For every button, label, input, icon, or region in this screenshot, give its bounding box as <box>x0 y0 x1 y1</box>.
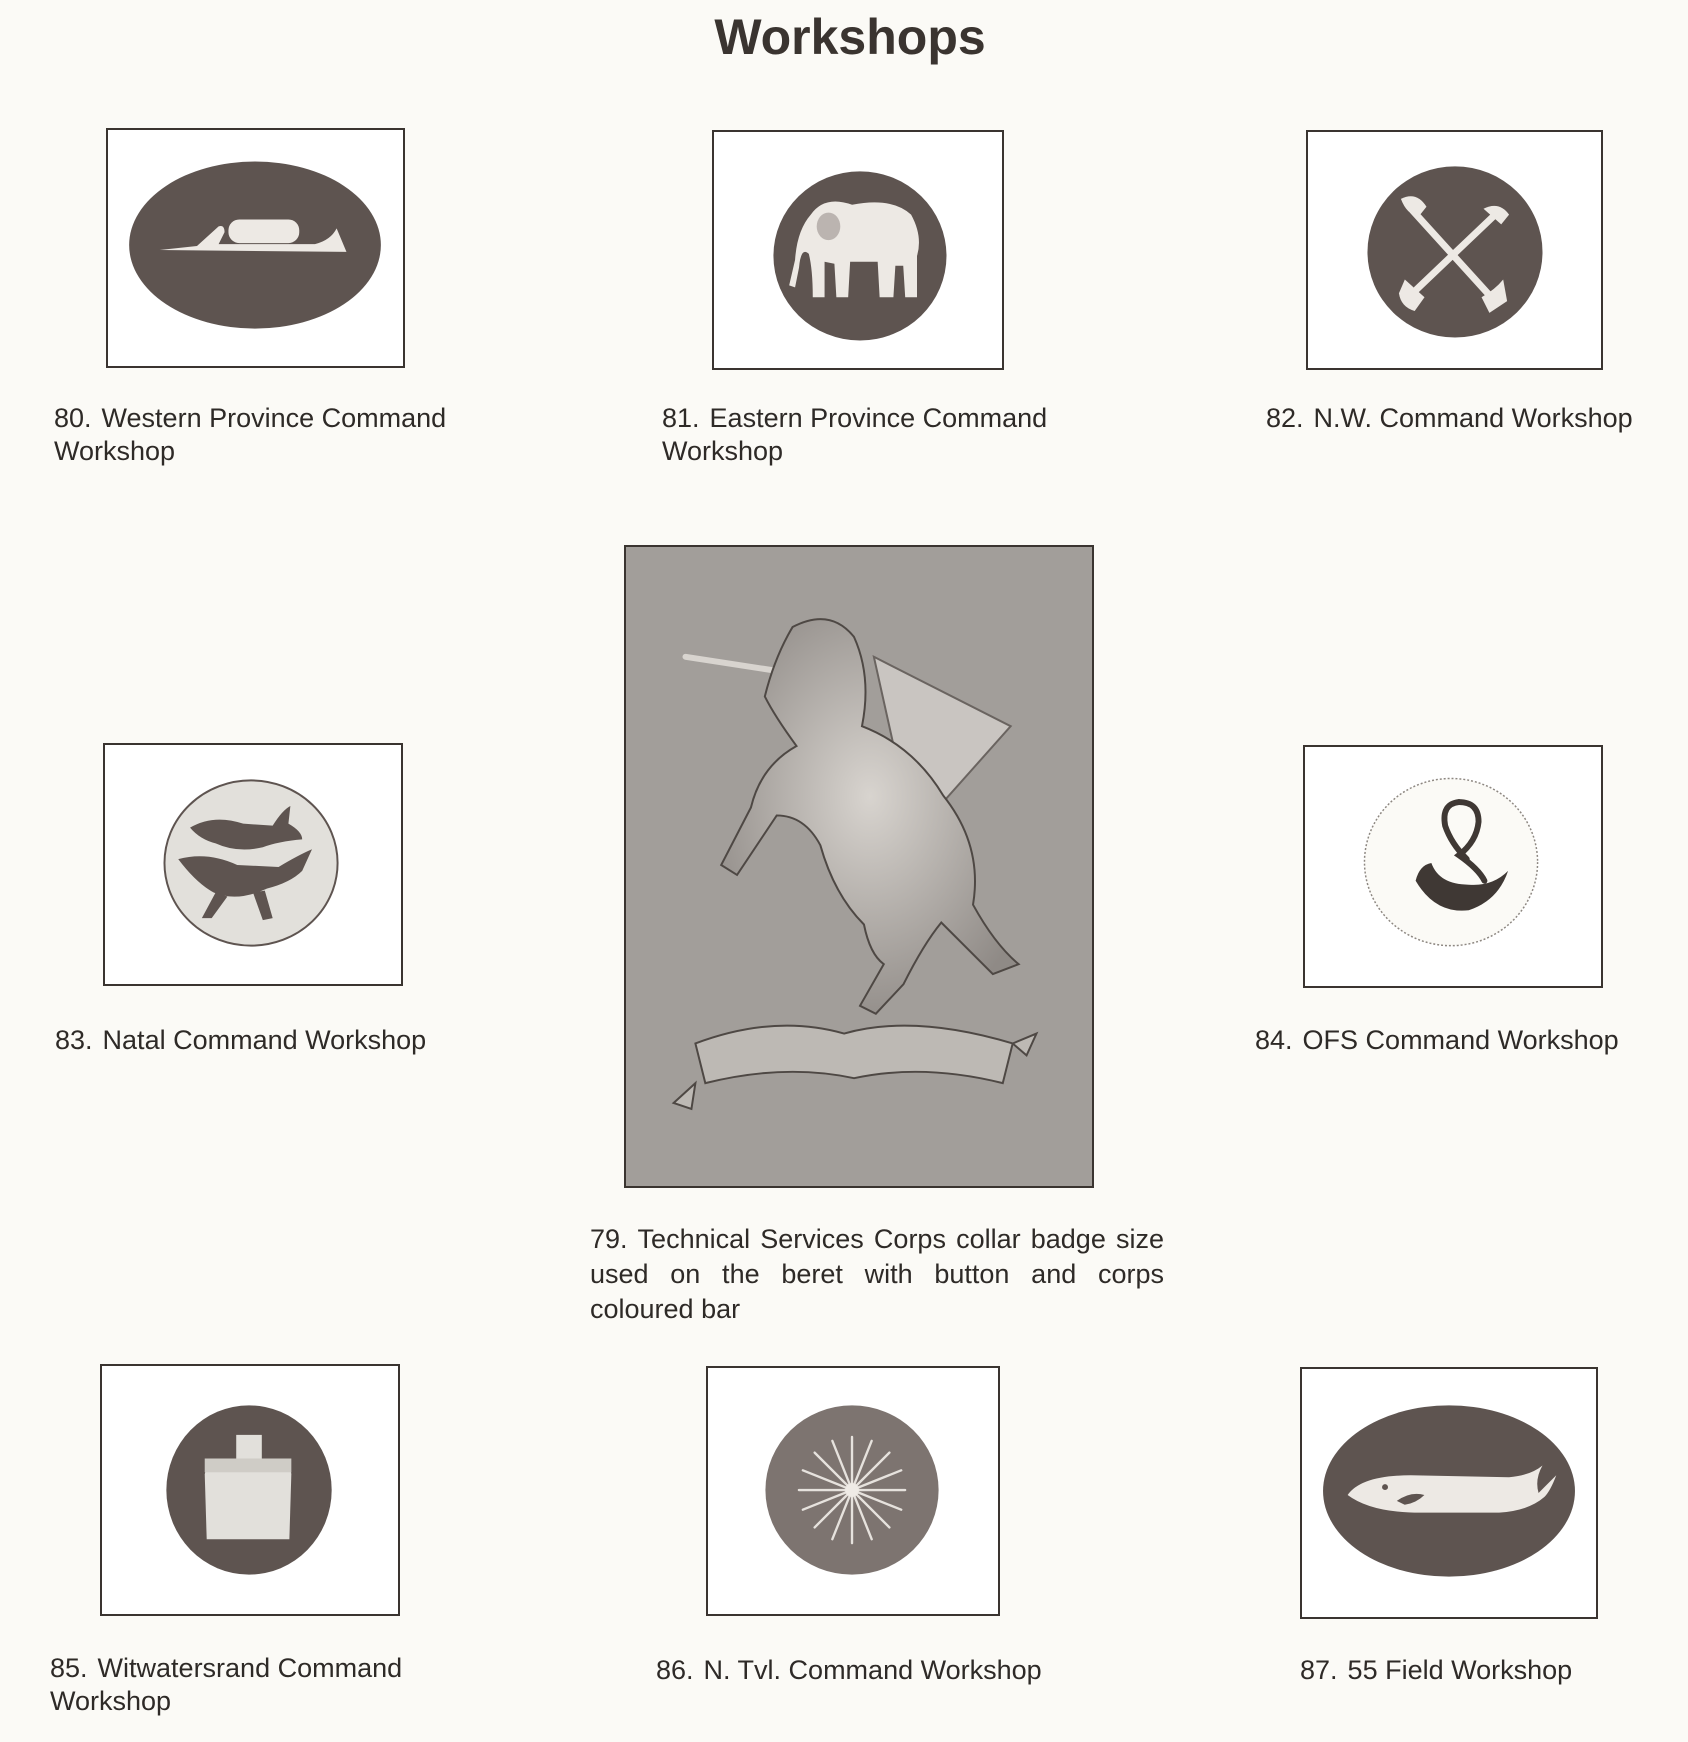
badge-85-frame <box>100 1364 400 1616</box>
badge-82-frame <box>1306 130 1603 370</box>
badge-81-frame <box>712 130 1004 370</box>
rearing-unicorn-icon <box>626 547 1092 1186</box>
badge-83-caption: 83. Natal Command Workshop <box>55 1025 427 1055</box>
badge-79-caption: 79. Technical Services Corps collar badge size used on the beret with button and corps coloured bar <box>590 1224 1164 1324</box>
badge-80-caption: 80. Western Province Command Workshop <box>54 403 447 466</box>
whale-icon <box>1302 1369 1596 1617</box>
badge-85-caption: 85. Witwatersrand Command Workshop <box>50 1653 403 1716</box>
badge-84-caption: 84. OFS Command Workshop <box>1255 1025 1619 1055</box>
badge-87-caption: 87. 55 Field Workshop <box>1300 1655 1573 1685</box>
badge-79-photo <box>624 545 1094 1188</box>
badge-81-caption: 81. Eastern Province Command Workshop <box>662 403 1048 466</box>
badge-80-frame <box>106 128 405 368</box>
badge-86-caption: 86. N. Tvl. Command Workshop <box>656 1655 1042 1685</box>
leaping-animals-icon <box>105 745 401 984</box>
badge-86-frame <box>706 1366 1000 1616</box>
powder-horn-icon <box>1305 747 1601 986</box>
crossed-pick-shovel-icon <box>1308 132 1601 368</box>
can-icon <box>102 1366 398 1614</box>
boat-icon <box>108 130 403 366</box>
sunburst-icon <box>708 1368 998 1614</box>
badge-87-frame <box>1300 1367 1598 1619</box>
badge-82-caption: 82. N.W. Command Workshop <box>1266 403 1633 433</box>
badge-84-frame <box>1303 745 1603 988</box>
badge-83-frame <box>103 743 403 986</box>
elephant-icon <box>714 132 1002 368</box>
page-title: Workshops <box>714 9 986 65</box>
